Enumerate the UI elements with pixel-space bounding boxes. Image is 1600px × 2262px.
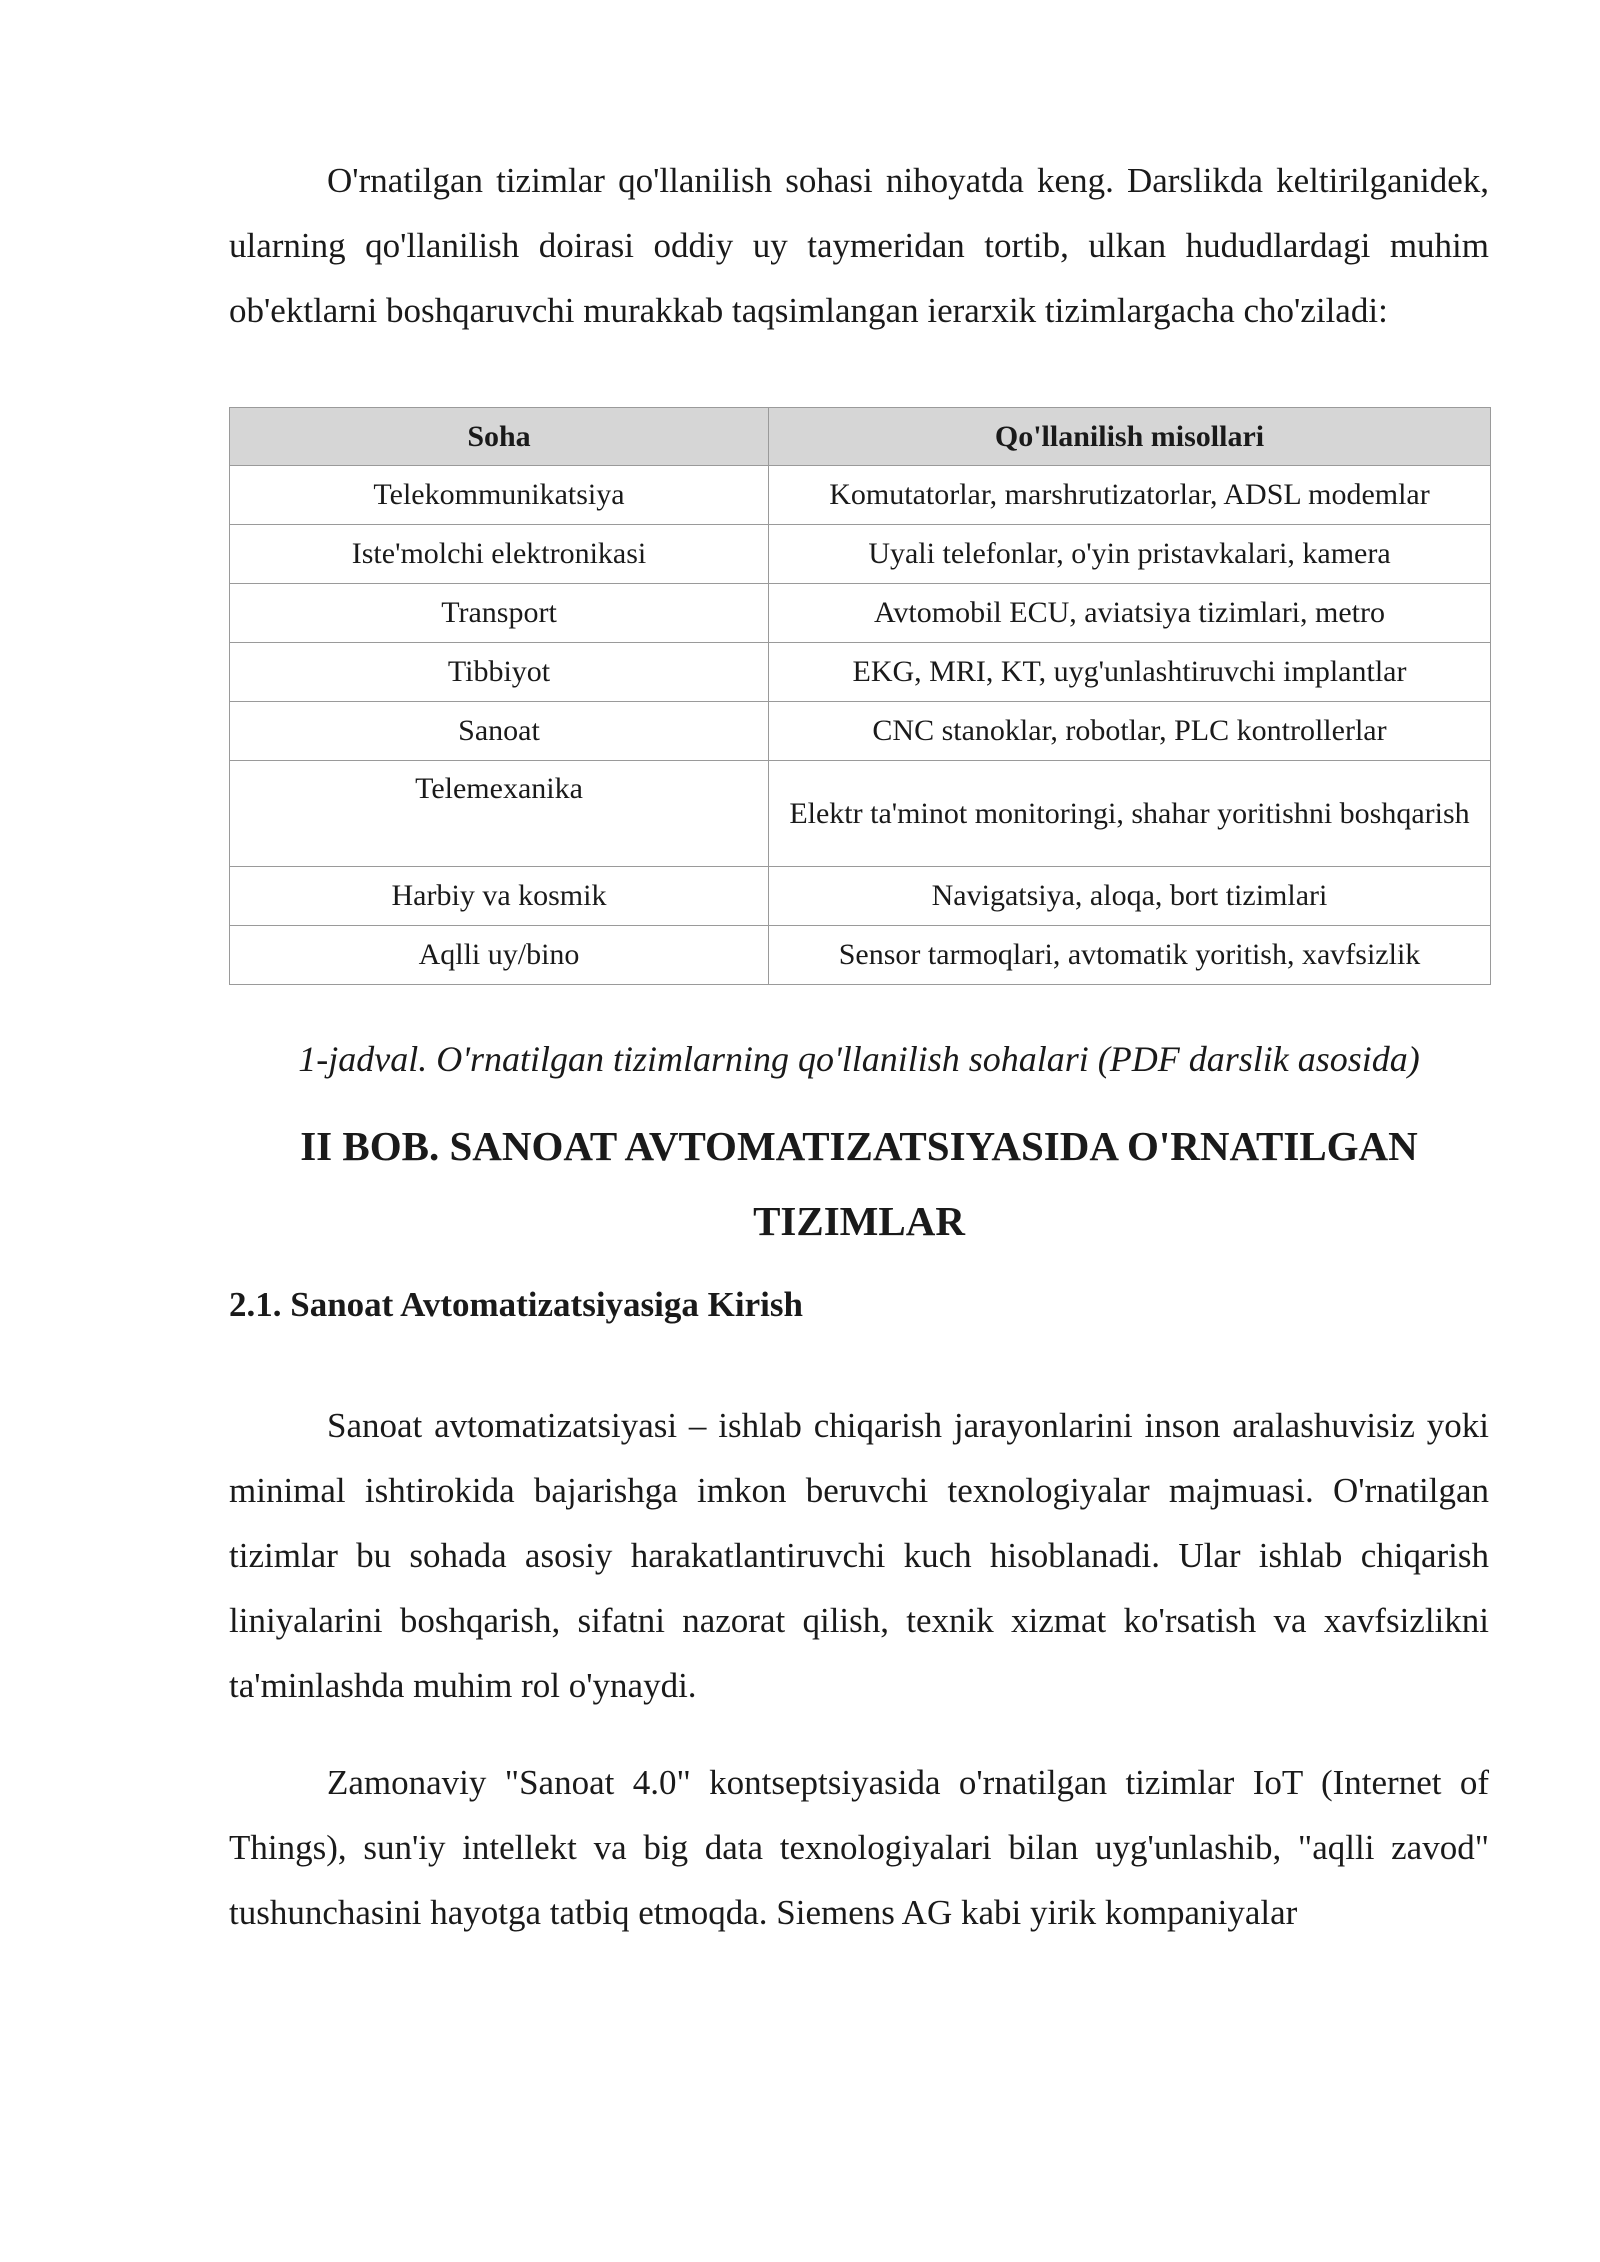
cell-soha: Telemexanika [230, 761, 769, 867]
cell-soha: Telekommunikatsiya [230, 466, 769, 525]
cell-examples: Navigatsiya, aloqa, bort tizimlari [769, 867, 1491, 926]
cell-soha: Harbiy va kosmik [230, 867, 769, 926]
cell-soha: Tibbiyot [230, 643, 769, 702]
header-soha: Soha [230, 408, 769, 466]
cell-examples: CNC stanoklar, robotlar, PLC kontrollerlar [769, 702, 1491, 761]
cell-soha: Iste'molchi elektronikasi [230, 525, 769, 584]
body-paragraph: Zamonaviy "Sanoat 4.0" kontseptsiyasida o'rnatilgan tizimlar IoT (Internet of Things), sun'iy intellekt va big data texnologiyalari bilan uyg'unlashib, "aqlli zavod" tushunchasini hayotga tatbiq etmoqda. Siemens AG kabi yirik kompaniyalar [229, 1763, 1489, 1932]
table-header-row [230, 408, 1491, 466]
cell-soha: Aqlli uy/bino [230, 926, 769, 985]
intro-paragraph: O'rnatilgan tizimlar qo'llanilish sohasi nihoyatda keng. Darslikda keltirilganidek, ularning qo'llanilish doirasi oddiy uy taymeridan tortib, ulkan hududlardagi muhim ob'ektlarni boshqaruvchi murakkab taqsimlangan ierarxik tizimlargacha cho'ziladi: [229, 161, 1489, 330]
cell-examples: Uyali telefonlar, o'yin pristavkalari, kamera [769, 525, 1491, 584]
table-row [230, 867, 1491, 926]
cell-soha: Sanoat [230, 702, 769, 761]
table-row [230, 466, 1491, 525]
table-row [230, 584, 1491, 643]
section-title: 2.1. Sanoat Avtomatizatsiyasiga Kirish [229, 1285, 803, 1324]
cell-examples: Sensor tarmoqlari, avtomatik yoritish, xavfsizlik [769, 926, 1491, 985]
table-row [230, 761, 1491, 867]
table-caption: 1-jadval. O'rnatilgan tizimlarning qo'llanilish sohalari (PDF darslik asosida) [298, 1039, 1420, 1079]
cell-examples: EKG, MRI, KT, uyg'unlashtiruvchi implantlar [769, 643, 1491, 702]
table-row [230, 525, 1491, 584]
table-row [230, 643, 1491, 702]
page-content [229, 148, 1489, 1945]
cell-examples: Komutatorlar, marshrutizatorlar, ADSL modemlar [769, 466, 1491, 525]
chapter-title: II BOB. SANOAT AVTOMATIZATSIYASIDA O'RNATILGAN TIZIMLAR [300, 1123, 1418, 1244]
cell-examples: Elektr ta'minot monitoringi, shahar yoritishni boshqarish [769, 761, 1491, 867]
table-row [230, 926, 1491, 985]
header-examples: Qo'llanilish misollari [769, 408, 1491, 466]
body-paragraph: Sanoat avtomatizatsiyasi – ishlab chiqarish jarayonlarini inson aralashuvisiz yoki minimal ishtirokida bajarishga imkon beruvchi texnologiyalar majmuasi. O'rnatilgan tizimlar bu sohada asosiy harakatlantiruvchi kuch hisoblanadi. Ular ishlab chiqarish liniyalarini boshqarish, sifatni nazorat qilish, texnik xizmat ko'rsatish va xavfsizlikni ta'minlashda muhim rol o'ynaydi. [229, 1406, 1489, 1705]
cell-soha: Transport [230, 584, 769, 643]
cell-examples: Avtomobil ECU, aviatsiya tizimlari, metro [769, 584, 1491, 643]
table-row [230, 702, 1491, 761]
application-areas-table [229, 407, 1491, 985]
